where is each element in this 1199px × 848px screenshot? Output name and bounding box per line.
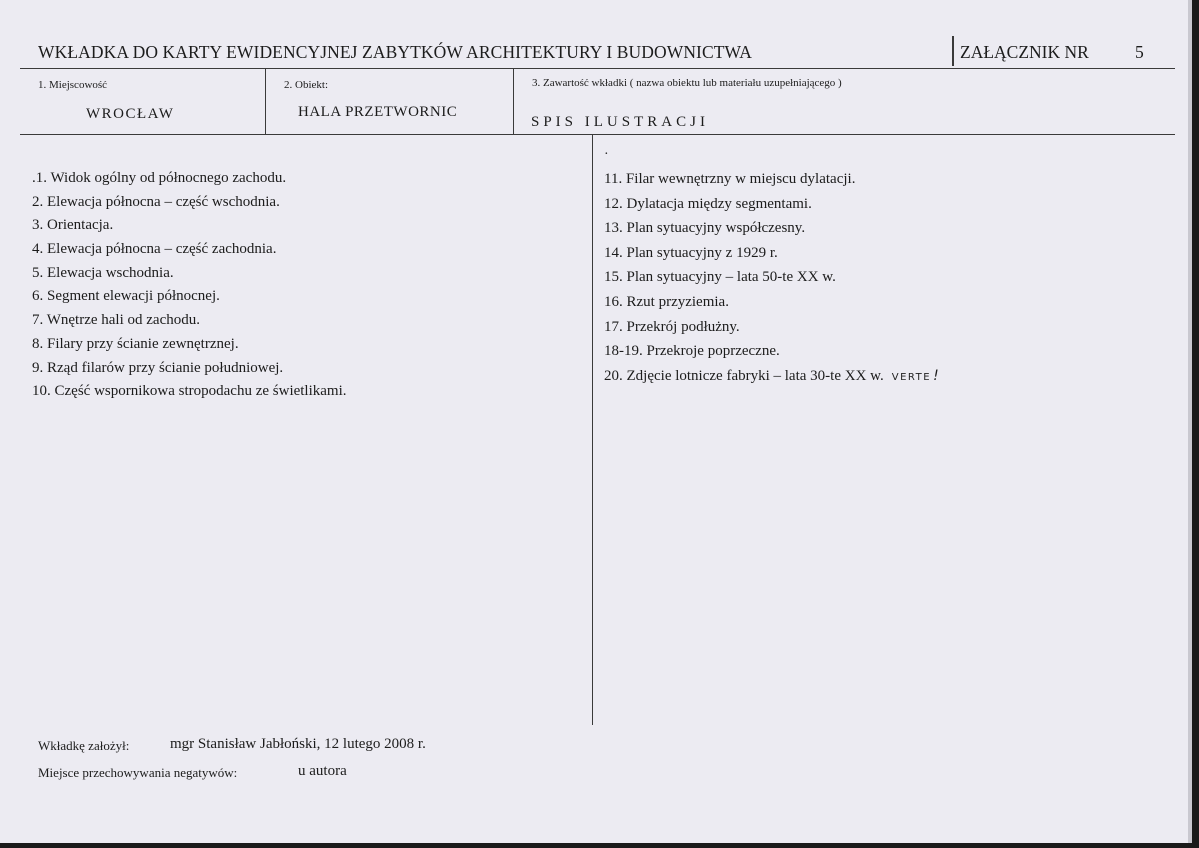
list-item: 8. Filary przy ścianie zewnętrznej. [32,335,239,352]
list-item: 10. Część wspornikowa stropodachu ze świetlikami. [32,383,347,400]
list-item-last [604,364,939,389]
object-value: HALA PRZETWORNIC [298,104,458,120]
header-rule [20,68,1175,69]
annex-label: ZAŁĄCZNIK NR [960,42,1089,62]
list-item: 4. Elewacja północna – część zachodnia. [32,241,277,258]
list-item: 11. Filar wewnętrzny w miejscu dylatacji. [604,171,856,187]
handwritten-note: VERTE [891,371,932,383]
header-divider [952,36,954,66]
fields-rule [20,134,1175,135]
list-item-text: 20. Zdjęcie lotnicze fabryki – lata 30-te XX w. [604,367,884,384]
list-item: 13. Plan sytuacyjny współczesny. [604,220,806,237]
author-label: Wkładkę założył: [38,738,130,753]
list-item: 12. Dylatacja między segmentami. [604,195,812,212]
list-item: 6. Segment elewacji północnej. [32,288,220,305]
list-item: 16. Rzut przyziemia. [604,293,729,310]
list-item: 14. Plan sytuacyjny z 1929 r. [604,244,778,261]
list-item: 3. Orientacja. [32,217,114,234]
stray-dot: · [604,147,609,162]
field-divider-1 [265,69,266,134]
list-item: 17. Przekrój podłużny. [604,318,740,335]
list-item: 15. Plan sytuacyjny – lata 50-te XX w. [604,269,836,286]
object-label: 2. Obiekt: [284,79,328,91]
author-value: mgr Stanisław Jabłoński, 12 lutego 2008 r. [170,736,426,752]
column-divider [592,135,593,725]
storage-label: Miejsce przechowywania negatywów: [38,765,238,780]
list-item: 5. Elewacja wschodnia. [32,264,174,281]
list-item: 2. Elewacja północna – część wschodnia. [32,193,280,210]
annex-number: 5 [1135,42,1144,62]
illustration-list-right [604,167,939,388]
illustration-list-left [32,167,347,404]
locality-value: WROCŁAW [86,106,175,122]
list-item: 9. Rząd filarów przy ścianie południowej. [32,359,284,376]
handwritten-mark: ! [933,367,939,384]
content-label: 3. Zawartość wkładki ( nazwa obiektu lub materiału uzupełniającego ) [532,77,842,89]
list-item: .1. Widok ogólny od północnego zachodu. [32,170,287,186]
content-value: SPIS ILUSTRACJI [531,114,709,130]
card-title: WKŁADKA DO KARTY EWIDENCYJNEJ ZABYTKÓW ARCHITEKTURY I BUDOWNICTWA [38,42,752,62]
list-item: 7. Wnętrze hali od zachodu. [32,312,200,329]
locality-label: 1. Miejscowość [38,79,108,91]
list-item: 18-19. Przekroje poprzeczne. [604,343,780,360]
storage-value: u autora [298,763,347,779]
field-divider-2 [513,69,514,134]
